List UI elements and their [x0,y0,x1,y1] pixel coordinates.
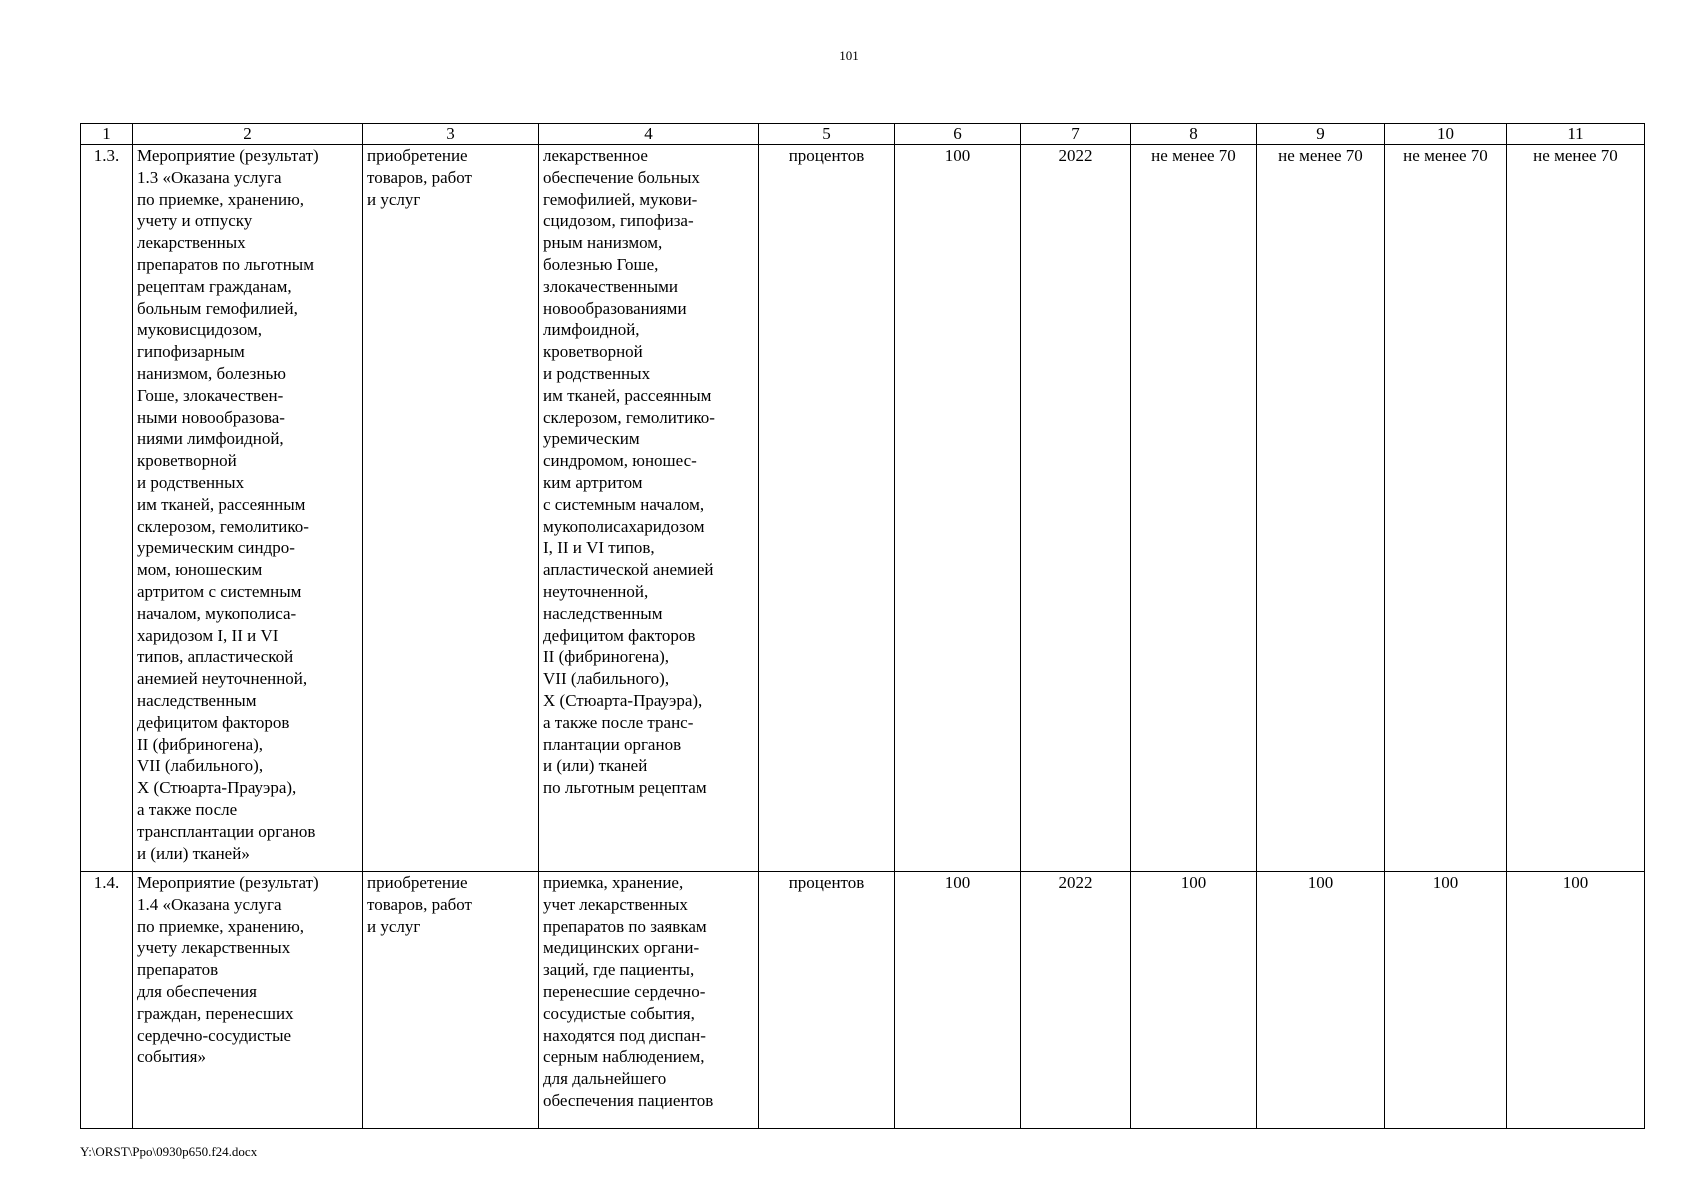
text-line: для дальнейшего [543,1069,667,1089]
unit-cell: процентов [759,145,895,872]
text-line: Мероприятие (результат) [137,873,319,892]
text-line: ниями лимфоидной, [137,429,284,449]
text-line: обеспечение больных [543,167,700,187]
header-cell: 4 [539,124,759,145]
text-line: гипофизарным [137,342,245,362]
text-line: товаров, работ [367,894,472,914]
text-line: серным наблюдением, [543,1047,705,1067]
text-line: Гоше, злокачествен- [137,385,284,405]
text-line: по приемке, хранению, [137,189,305,209]
text-line: 1.4 «Оказана услуга [137,894,282,914]
text-line: злокачественными [543,276,679,296]
text-line: неуточненной, [543,581,649,601]
text-line: уремическим синдро- [137,538,295,558]
text-line: с системным началом, [543,494,705,514]
text-line: находятся под диспан- [543,1025,706,1045]
indicator-description [539,145,759,872]
text-line: перенесшие сердечно- [543,981,706,1001]
text-line: рным нанизмом, [543,233,663,253]
text-line: ными новообразова- [137,407,285,427]
header-cell: 5 [759,124,895,145]
expense-type [363,872,539,1129]
base-year-cell: 2022 [1021,145,1131,872]
text-line: и родственных [543,363,651,383]
value-cell: не менее 70 [1257,145,1385,872]
base-value-cell: 100 [895,145,1021,872]
text-line: нанизмом, болезнью [137,363,286,383]
text-line: медицинских органи- [543,938,700,958]
text-line: VII (лабильного), [137,756,264,776]
text-line: трансплантации органов [137,821,316,841]
table-row [81,145,1645,872]
indicators-table [80,123,1645,1129]
text-line: и (или) тканей [543,756,648,776]
text-line: кроветворной [543,342,643,362]
text-line: товаров, работ [367,167,472,187]
text-line: синдромом, юношес- [543,451,697,471]
row-number: 1.3. [81,145,133,872]
value-cell: 100 [1257,872,1385,1129]
text-line: склерозом, гемолитико- [543,407,715,427]
text-line: заций, где пациенты, [543,960,695,980]
text-line: типов, апластической [137,647,294,667]
text-line: лекарственных [137,233,246,253]
text-line: дефицитом факторов [137,712,290,732]
text-line: X (Стюарта-Прауэра), [137,778,297,798]
text-line: уремическим [543,429,640,449]
text-line: для обеспечения [137,981,257,1001]
text-line: VII (лабильного), [543,669,670,689]
table-header-row [81,124,1645,145]
text-line: учет лекарственных [543,894,688,914]
text-line: мом, юношеским [137,560,263,580]
footer-file-path: Y:\ORST\Ppo\0930p650.f24.docx [80,1144,258,1159]
text-line: и услуг [367,916,421,936]
text-line: а также после транс- [543,712,694,732]
text-line: обеспечения пациентов [543,1090,714,1110]
base-year-cell: 2022 [1021,872,1131,1129]
value-cell: не менее 70 [1507,145,1645,872]
header-cell: 1 [81,124,133,145]
text-line: лимфоидной, [543,320,640,340]
text-line: склерозом, гемолитико- [137,516,309,536]
unit-cell: процентов [759,872,895,1129]
value-cell: 100 [1131,872,1257,1129]
text-line: II (фибриногена), [543,647,670,667]
text-line: и (или) тканей» [137,843,250,863]
value-cell: не менее 70 [1131,145,1257,872]
text-line: учету и отпуску [137,211,253,231]
row-number: 1.4. [81,872,133,1129]
header-cell: 7 [1021,124,1131,145]
text-line: рецептам гражданам, [137,276,292,296]
text-line: сцидозом, гипофиза- [543,211,694,231]
text-line: по приемке, хранению, [137,916,305,936]
text-line: и услуг [367,189,421,209]
indicator-description [539,872,759,1129]
text-line: дефицитом факторов [543,625,696,645]
header-cell: 10 [1385,124,1507,145]
text-line: новообразованиями [543,298,687,318]
text-line: муковисцидозом, [137,320,262,340]
text-line: Мероприятие (результат) [137,146,319,165]
base-value-cell: 100 [895,872,1021,1129]
text-line: граждан, перенесших [137,1003,294,1023]
text-line: анемией неуточненной, [137,669,308,689]
text-line: кроветворной [137,451,237,471]
text-line: больным гемофилией, [137,298,298,318]
text-line: наследственным [137,690,257,710]
text-line: X (Стюарта-Прауэра), [543,690,703,710]
text-line: события» [137,1047,206,1067]
text-line: артритом с системным [137,581,302,601]
text-line: лекарственное [543,146,648,165]
text-line: сосудистые события, [543,1003,695,1023]
text-line: приобретение [367,146,468,165]
header-cell: 6 [895,124,1021,145]
event-description [133,145,363,872]
header-cell: 9 [1257,124,1385,145]
text-line: гемофилией, мукови- [543,189,698,209]
text-line: 1.3 «Оказана услуга [137,167,282,187]
text-line: приемка, хранение, [543,873,684,892]
text-line: препаратов по заявкам [543,916,707,936]
text-line: апластической анемией [543,560,714,580]
text-line: болезнью Гоше, [543,254,659,274]
text-line: сердечно-сосудистые [137,1025,292,1045]
text-line: началом, мукополиса- [137,603,297,623]
event-description [133,872,363,1129]
text-line: препаратов [137,960,219,980]
text-line: II (фибриногена), [137,734,264,754]
value-cell: не менее 70 [1385,145,1507,872]
header-cell: 8 [1131,124,1257,145]
text-line: им тканей, рассеянным [137,494,306,514]
text-line: по льготным рецептам [543,778,707,798]
text-line: I, II и VI типов, [543,538,655,558]
text-line: препаратов по льготным [137,254,314,274]
text-line: мукополисахаридозом [543,516,705,536]
value-cell: 100 [1507,872,1645,1129]
expense-type [363,145,539,872]
text-line: и родственных [137,472,245,492]
value-cell: 100 [1385,872,1507,1129]
text-line: а также после [137,799,238,819]
header-cell: 3 [363,124,539,145]
text-line: харидозом I, II и VI [137,625,279,645]
text-line: ким артритом [543,472,643,492]
header-cell: 2 [133,124,363,145]
text-line: приобретение [367,873,468,892]
text-line: наследственным [543,603,663,623]
text-line: плантации органов [543,734,682,754]
page-number: 101 [839,48,859,63]
text-line: учету лекарственных [137,938,291,958]
header-cell: 11 [1507,124,1645,145]
table-row [81,872,1645,1129]
text-line: им тканей, рассеянным [543,385,712,405]
